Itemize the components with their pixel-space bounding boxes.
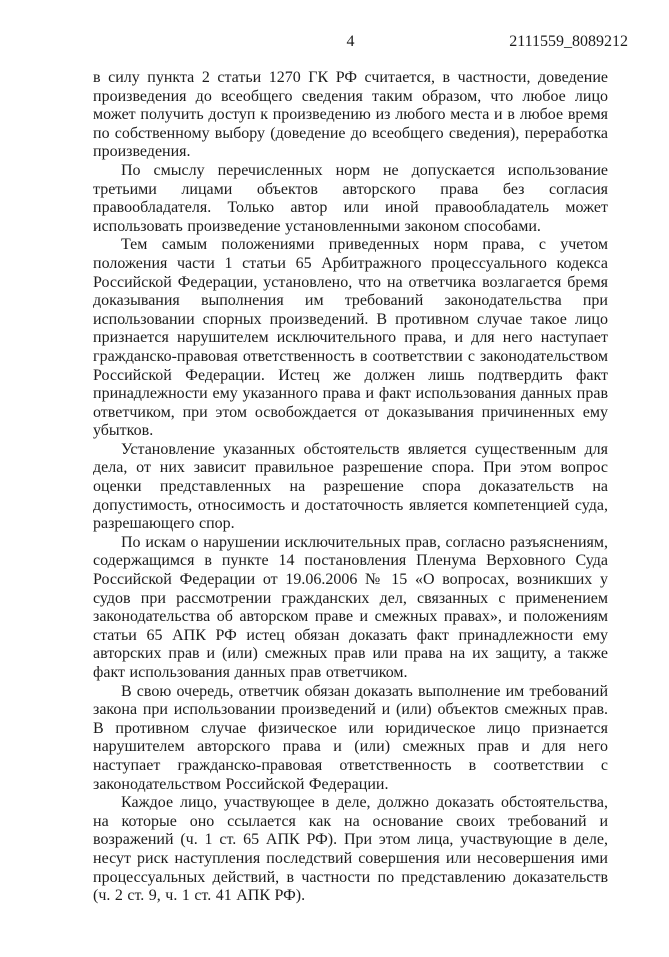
paragraph-6: В свою очередь, ответчик обязан доказать выполнение им требований закона при использовании произведений и (или) объектов смежных прав. В противном случае физическое или юридическое лицо признается нарушителем авторского права и (или) смежных прав и для него наступает гражданско-правовая ответственность в соответствии с законодательством Российской Федерации. [93,682,608,793]
paragraph-4: Установление указанных обстоятельств является существенным для дела, от них зависит правильное разрешение спора. При этом вопрос оценки представленных на разрешение спора доказательств на допустимость, относимость и достаточность является компетенцией суда, разрешающего спор. [93,440,608,533]
paragraph-2: По смыслу перечисленных норм не допускается использование третьими лицами объектов авторского права без согласия правообладателя. Только автор или иной правообладатель может использовать произведение установленными законом способами. [93,161,608,235]
paragraph-7: Каждое лицо, участвующее в деле, должно доказать обстоятельства, на которые оно ссылается как на основание своих требований и возражений (ч. 1 ст. 65 АПК РФ). При этом лица, участвующие в деле, несут риск наступления последствий совершения или несовершения ими процессуальных действий, в частности по представлению доказательств (ч. 2 ст. 9, ч. 1 ст. 41 АПК РФ). [93,794,608,905]
document-body [93,69,608,906]
paragraph-3: Тем самым положениями приведенных норм права, с учетом положения части 1 статьи 65 Арбитражного процессуального кодекса Российской Федерации, установлено, что на ответчика возлагается бремя доказывания выполнения им требований законодательства при использовании спорных произведений. В противном случае такое лицо признается нарушителем исключительного права, и для него наступает гражданско-правовая ответственность в соответствии с законодательством Российской Федерации. Истец же должен лишь подтвердить факт принадлежности ему указанного права и факт использования данных прав ответчиком, при этом освобождается от доказывания причиненных ему убытков. [93,236,608,440]
paragraph-1: в силу пункта 2 статьи 1270 ГК РФ считается, в частности, доведение произведения до всеобщего сведения таким образом, что любое лицо может получить доступ к произведению из любого места и в любое время по собственному выбору (доведение до всеобщего сведения), переработка произведения. [93,69,608,161]
document-number: 2111559_8089212 [509,33,628,50]
paragraph-5: По искам о нарушении исключительных прав, согласно разъяснениям, содержащимся в пункте 14 постановления Пленума Верховного Суда Российской Федерации от 19.06.2006 № 15 «О вопросах, возникших у судов при рассмотрении гражданских дел, связанных с применением законодательства об авторском праве и смежных правах», и положениям статьи 65 АПК РФ истец обязан доказать факт принадлежности ему авторских прав и (или) смежных прав или права на их защиту, а также факт использования данных прав ответчиком. [93,533,608,681]
page-number: 4 [346,33,355,50]
